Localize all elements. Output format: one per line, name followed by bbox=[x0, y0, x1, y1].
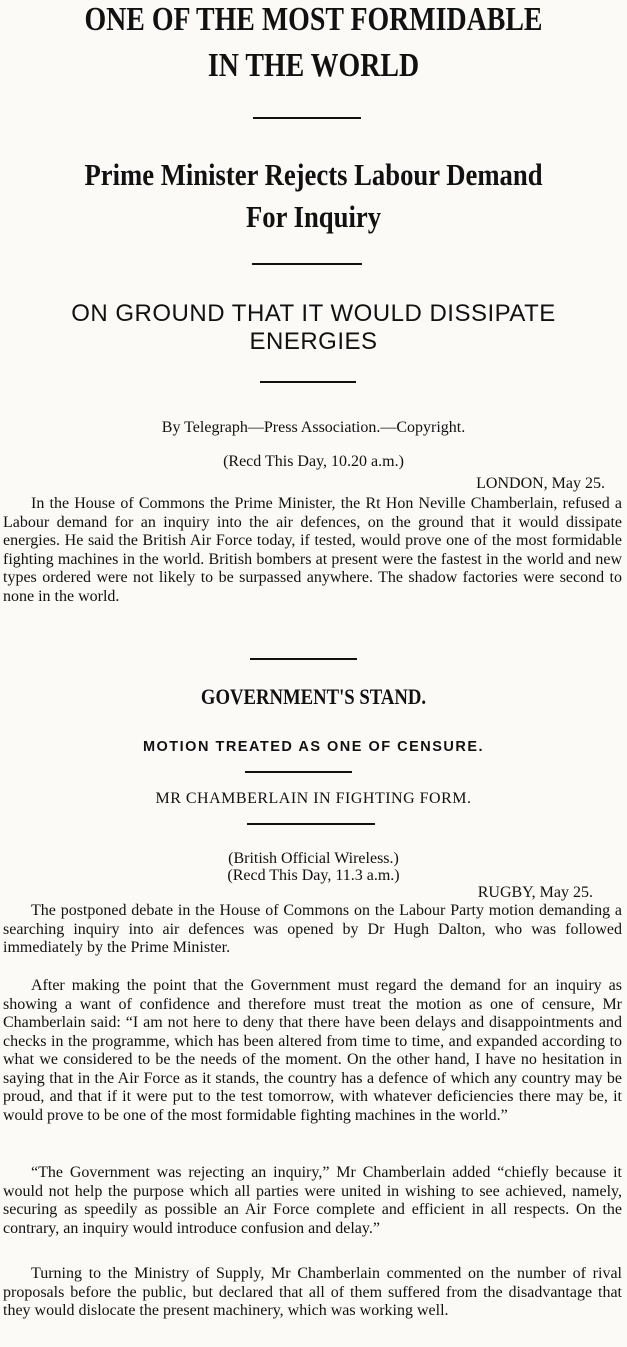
section-heading: GOVERNMENT'S STAND. bbox=[200, 684, 427, 709]
divider-rule bbox=[247, 823, 375, 825]
subheadline-line-2: For Inquiry bbox=[245, 199, 382, 234]
story-paragraph: “The Government was rejecting an inquiry,” Mr Chamberlain added “chiefly because it would not help the purpose which all parties were united in wishing to see achieved, namely, securing as speedily as possible an Air Force complete and efficient in all respects. On the contrary, an inquiry would introduce confusion and delay.” bbox=[3, 1164, 622, 1237]
headline-line-1: ONE OF THE MOST FORMIDABLE bbox=[84, 1, 543, 38]
divider-rule bbox=[252, 263, 362, 265]
section-kicker: MR CHAMBERLAIN IN FIGHTING FORM. bbox=[155, 790, 472, 807]
divider-rule bbox=[250, 658, 357, 660]
byline: By Telegraph—Press Association.—Copyright. bbox=[161, 419, 466, 436]
story-paragraph: After making the point that the Government must regard the demand for an inquiry as showing a want of confidence and therefore must treat the motion as one of censure, Mr Chamberlain said: “I am not here to deny that there have been delays and disappointments and checks in the programme, which has been altered from time to time, and expanded according to what we considered to be the needs of the moment. On the other hand, I have no hesitation in saying that in the Air Force as it stands, the country has a defence of which any country may be proud, and that if it were put to the test tomorrow, with whatever deficiencies there may be, it would prove to be one of the most formidable fighting machines in the world.” bbox=[3, 977, 622, 1124]
deck-line-2: ENERGIES bbox=[249, 328, 378, 355]
source-line: (British Official Wireless.) bbox=[228, 850, 399, 867]
received-time: (Recd This Day, 11.3 a.m.) bbox=[227, 867, 400, 884]
received-time: (Recd This Day, 10.20 a.m.) bbox=[223, 453, 404, 470]
section-subheading: MOTION TREATED AS ONE OF CENSURE. bbox=[142, 739, 485, 755]
deck-line-1: ON GROUND THAT IT WOULD DISSIPATE bbox=[71, 300, 556, 327]
subheadline-line-1: Prime Minister Rejects Labour Demand bbox=[84, 157, 543, 192]
divider-rule bbox=[253, 117, 361, 119]
story-paragraph: The postponed debate in the House of Commons on the Labour Party motion demanding a searching inquiry into air defences was opened by Dr Hugh Dalton, who was followed immediately by the Prime Minister. bbox=[3, 902, 622, 956]
divider-rule bbox=[245, 771, 352, 773]
divider-rule bbox=[260, 381, 356, 383]
dateline: RUGBY, May 25. bbox=[477, 884, 593, 901]
story-paragraph: In the House of Commons the Prime Minister, the Rt Hon Neville Chamberlain, refused a Labour demand for an inquiry into the air defences, on the ground that it would dissipate energies. He said the British Air Force today, if tested, would prove one of the most formidable fighting machines in the world. British bombers at present were the fastest in the world and new types ordered were not likely to be surpassed anywhere. The shadow factories were second to none in the world. bbox=[3, 495, 622, 605]
story-paragraph: Turning to the Ministry of Supply, Mr Chamberlain commented on the number of rival proposals before the public, but declared that all of them suffered from the disadvantage that they would dislocate the present machinery, which was working well. bbox=[3, 1265, 622, 1319]
dateline: LONDON, May 25. bbox=[476, 475, 605, 492]
headline-line-2: IN THE WORLD bbox=[207, 47, 420, 84]
